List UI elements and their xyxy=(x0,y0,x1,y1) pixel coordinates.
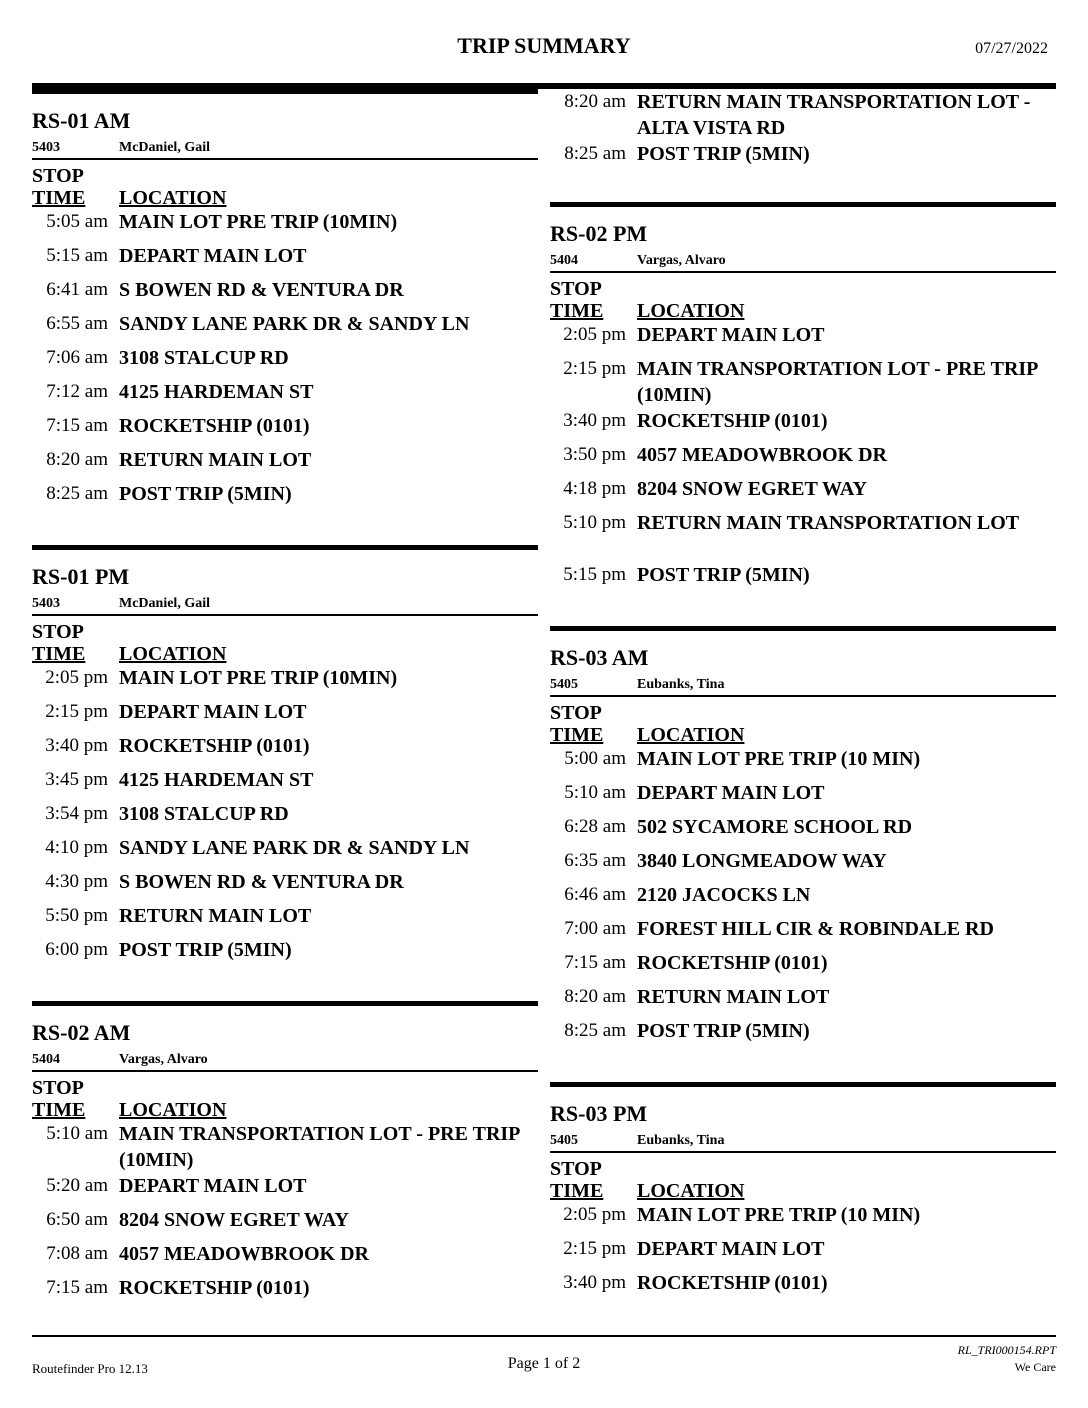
driver-name: Vargas, Alvaro xyxy=(637,253,726,268)
stop-row xyxy=(32,1275,538,1309)
stop-location: POST TRIP (5MIN) xyxy=(119,939,292,961)
stop-header-line1: STOP xyxy=(550,702,602,724)
trip-name: RS-03 PM xyxy=(550,1101,648,1126)
trip-name: RS-02 PM xyxy=(550,221,648,246)
stop-row xyxy=(550,882,1056,916)
bus-number: 5405 xyxy=(550,677,578,692)
stop-time: 5:10 am xyxy=(46,1123,108,1144)
trip-meta xyxy=(32,139,538,160)
stop-row xyxy=(550,1236,1056,1270)
stop-location: POST TRIP (5MIN) xyxy=(637,1020,810,1042)
stop-row xyxy=(550,408,1056,442)
stop-row xyxy=(32,937,538,971)
stop-row xyxy=(32,869,538,903)
stop-time: 2:15 pm xyxy=(563,1238,626,1259)
stop-location: ROCKETSHIP (0101) xyxy=(637,952,828,974)
stop-time: 3:54 pm xyxy=(45,803,108,824)
stop-location: DEPART MAIN LOT xyxy=(119,245,307,267)
stop-location: POST TRIP (5MIN) xyxy=(119,483,292,505)
stop-row xyxy=(550,746,1056,780)
stop-row xyxy=(550,322,1056,356)
stop-time: 5:15 pm xyxy=(563,564,626,585)
stop-time: 8:20 am xyxy=(564,986,626,1007)
software-version: Routefinder Pro 12.13 xyxy=(32,1361,148,1376)
stop-row xyxy=(32,209,538,243)
stop-location: MAIN LOT PRE TRIP (10 MIN) xyxy=(637,1204,921,1226)
trip-name: RS-01 AM xyxy=(32,108,131,133)
trip-meta xyxy=(550,252,1056,273)
trip-divider xyxy=(32,1001,538,1006)
location-header: LOCATION xyxy=(119,643,227,665)
stop-time: 4:10 pm xyxy=(45,837,108,858)
stop-row xyxy=(550,814,1056,848)
stop-row xyxy=(550,510,1056,562)
right-column xyxy=(550,89,1056,1334)
stop-time: 7:15 am xyxy=(46,1277,108,1298)
stop-row xyxy=(550,356,1056,408)
stop-row xyxy=(32,699,538,733)
stop-location: DEPART MAIN LOT xyxy=(637,1238,825,1260)
trip-block xyxy=(550,202,1056,596)
footer-right xyxy=(958,1342,1056,1376)
location-header: LOCATION xyxy=(637,300,745,322)
stop-location: 4125 HARDEMAN ST xyxy=(119,769,314,791)
stop-location: SANDY LANE PARK DR & SANDY LN xyxy=(119,837,470,859)
stop-row xyxy=(550,780,1056,814)
stop-time: 2:05 pm xyxy=(563,1204,626,1225)
stop-row xyxy=(32,311,538,345)
stop-time: 6:00 pm xyxy=(45,939,108,960)
stop-row xyxy=(550,1270,1056,1304)
stop-time: 3:45 pm xyxy=(45,769,108,790)
stop-location: 4125 HARDEMAN ST xyxy=(119,381,314,403)
stop-header-line2: TIME xyxy=(32,643,86,665)
stop-time: 2:05 pm xyxy=(45,667,108,688)
stop-location: ROCKETSHIP (0101) xyxy=(119,735,310,757)
stop-time: 3:50 pm xyxy=(563,444,626,465)
stop-time-header xyxy=(32,621,119,665)
stops-column-header xyxy=(32,621,538,665)
stops-column-header xyxy=(550,702,1056,746)
stop-header-line2: TIME xyxy=(32,187,86,209)
trip-name: RS-01 PM xyxy=(32,564,130,589)
stop-time-header xyxy=(550,1158,637,1202)
stop-location: RETURN MAIN LOT xyxy=(119,905,312,927)
stop-row xyxy=(32,1207,538,1241)
stop-location: ROCKETSHIP (0101) xyxy=(637,410,828,432)
stop-location: 502 SYCAMORE SCHOOL RD xyxy=(637,816,913,838)
report-id: RL_TRI000154.RPT xyxy=(957,1343,1056,1357)
stop-header-line1: STOP xyxy=(32,165,84,187)
stop-time: 8:20 am xyxy=(46,449,108,470)
stop-time: 3:40 pm xyxy=(563,1272,626,1293)
stop-row xyxy=(32,1241,538,1275)
trip-block xyxy=(32,545,538,971)
stop-location: MAIN LOT PRE TRIP (10MIN) xyxy=(119,211,398,233)
stop-row xyxy=(32,243,538,277)
stop-row xyxy=(550,984,1056,1018)
tagline: We Care xyxy=(1014,1360,1056,1374)
stop-row xyxy=(550,141,1056,175)
stop-location: 4057 MEADOWBROOK DR xyxy=(637,444,887,466)
trip-meta xyxy=(550,1132,1056,1153)
location-header: LOCATION xyxy=(637,1180,745,1202)
stop-location: MAIN TRANSPORTATION LOT - PRE TRIP (10MIN) xyxy=(119,1123,520,1171)
stop-time: 8:25 am xyxy=(46,483,108,504)
stop-row xyxy=(550,1018,1056,1052)
footer-divider xyxy=(32,1335,1056,1337)
stop-time: 7:08 am xyxy=(46,1243,108,1264)
trip-block xyxy=(550,1082,1056,1304)
driver-name: McDaniel, Gail xyxy=(119,596,210,611)
stop-time: 6:41 am xyxy=(46,279,108,300)
stop-location: S BOWEN RD & VENTURA DR xyxy=(119,279,404,301)
stop-header-line2: TIME xyxy=(550,724,604,746)
trip-divider xyxy=(32,89,538,94)
stop-list xyxy=(32,1121,538,1309)
stop-time: 3:40 pm xyxy=(45,735,108,756)
stop-row xyxy=(32,413,538,447)
stop-location: DEPART MAIN LOT xyxy=(637,782,825,804)
stop-location: 3108 STALCUP RD xyxy=(119,347,289,369)
stop-location: 8204 SNOW EGRET WAY xyxy=(119,1209,349,1231)
stop-location: RETURN MAIN LOT xyxy=(637,986,830,1008)
stop-list xyxy=(32,665,538,971)
stop-row xyxy=(550,848,1056,882)
trip-divider xyxy=(32,545,538,550)
stop-time: 5:05 am xyxy=(46,211,108,232)
stop-row xyxy=(32,903,538,937)
stop-time: 8:25 am xyxy=(564,143,626,164)
stop-header-line2: TIME xyxy=(550,300,604,322)
stop-location: POST TRIP (5MIN) xyxy=(637,564,810,586)
stop-list xyxy=(32,209,538,515)
stop-row xyxy=(550,562,1056,596)
stop-time: 5:50 pm xyxy=(45,905,108,926)
stop-time-header xyxy=(550,702,637,746)
stop-time-header xyxy=(32,165,119,209)
stops-column-header xyxy=(550,278,1056,322)
stop-row xyxy=(32,447,538,481)
stop-row xyxy=(32,379,538,413)
stop-row xyxy=(550,89,1056,141)
stop-list xyxy=(550,89,1056,175)
stop-location: DEPART MAIN LOT xyxy=(119,701,307,723)
stop-header-line1: STOP xyxy=(32,1077,84,1099)
stop-time: 6:55 am xyxy=(46,313,108,334)
stop-location: POST TRIP (5MIN) xyxy=(637,143,810,165)
stop-row xyxy=(550,950,1056,984)
trip-meta xyxy=(32,595,538,616)
stop-row xyxy=(32,1121,538,1173)
stop-location: 3840 LONGMEADOW WAY xyxy=(637,850,887,872)
trip-divider xyxy=(550,202,1056,207)
stop-location: MAIN TRANSPORTATION LOT - PRE TRIP (10MIN) xyxy=(637,358,1038,406)
stops-column-header xyxy=(32,1077,538,1121)
location-header: LOCATION xyxy=(119,187,227,209)
stop-row xyxy=(32,835,538,869)
stop-location: 4057 MEADOWBROOK DR xyxy=(119,1243,369,1265)
stops-column-header xyxy=(32,165,538,209)
stop-row xyxy=(550,442,1056,476)
stop-row xyxy=(32,481,538,515)
location-header: LOCATION xyxy=(119,1099,227,1121)
stop-row xyxy=(32,277,538,311)
stop-location: ROCKETSHIP (0101) xyxy=(637,1272,828,1294)
stop-time: 6:46 am xyxy=(564,884,626,905)
stop-time: 2:15 pm xyxy=(563,358,626,379)
stop-list xyxy=(550,746,1056,1052)
stop-row xyxy=(32,1173,538,1207)
stop-header-line1: STOP xyxy=(550,278,602,300)
stop-location: 8204 SNOW EGRET WAY xyxy=(637,478,867,500)
stop-location: MAIN LOT PRE TRIP (10MIN) xyxy=(119,667,398,689)
trip-meta xyxy=(550,676,1056,697)
trip-block xyxy=(32,1001,538,1309)
stop-location: ROCKETSHIP (0101) xyxy=(119,1277,310,1299)
stop-location: MAIN LOT PRE TRIP (10 MIN) xyxy=(637,748,921,770)
stop-header-line1: STOP xyxy=(550,1158,602,1180)
stop-row xyxy=(550,916,1056,950)
stop-time: 5:10 pm xyxy=(563,512,626,533)
stop-location: FOREST HILL CIR & ROBINDALE RD xyxy=(637,918,994,940)
stop-time: 7:00 am xyxy=(564,918,626,939)
trip-divider xyxy=(550,1082,1056,1087)
stop-time: 7:12 am xyxy=(46,381,108,402)
trip-name: RS-02 AM xyxy=(32,1020,131,1045)
bus-number: 5403 xyxy=(32,596,60,611)
stop-row xyxy=(32,733,538,767)
stop-row xyxy=(550,476,1056,510)
stop-header-line2: TIME xyxy=(550,1180,604,1202)
stop-location: RETURN MAIN TRANSPORTATION LOT xyxy=(637,512,1020,534)
trip-block xyxy=(32,89,538,515)
stop-time: 8:25 am xyxy=(564,1020,626,1041)
stop-location: RETURN MAIN LOT xyxy=(119,449,312,471)
stop-row xyxy=(550,1202,1056,1236)
trip-meta xyxy=(32,1051,538,1072)
stop-list xyxy=(550,1202,1056,1304)
stop-location: ROCKETSHIP (0101) xyxy=(119,415,310,437)
stop-time: 2:05 pm xyxy=(563,324,626,345)
stop-list xyxy=(550,322,1056,596)
stop-time: 7:06 am xyxy=(46,347,108,368)
stop-row xyxy=(32,665,538,699)
stop-time: 4:18 pm xyxy=(563,478,626,499)
stop-row xyxy=(32,767,538,801)
stop-time: 6:50 am xyxy=(46,1209,108,1230)
stop-location: SANDY LANE PARK DR & SANDY LN xyxy=(119,313,470,335)
driver-name: Vargas, Alvaro xyxy=(119,1052,208,1067)
stop-time: 8:20 am xyxy=(564,91,626,112)
page-number: Page 1 of 2 xyxy=(507,1355,581,1372)
stop-location: DEPART MAIN LOT xyxy=(119,1175,307,1197)
stop-time: 4:30 pm xyxy=(45,871,108,892)
stop-location: DEPART MAIN LOT xyxy=(637,324,825,346)
stop-row xyxy=(32,345,538,379)
stop-location: S BOWEN RD & VENTURA DR xyxy=(119,871,404,893)
bus-number: 5404 xyxy=(32,1052,60,1067)
stop-header-line2: TIME xyxy=(32,1099,86,1121)
print-date: 07/27/2022 xyxy=(975,40,1048,57)
stop-time-header xyxy=(32,1077,119,1121)
trip-block xyxy=(550,626,1056,1052)
stop-time: 6:28 am xyxy=(564,816,626,837)
stop-location: 2120 JACOCKS LN xyxy=(637,884,811,906)
stops-column-header xyxy=(550,1158,1056,1202)
driver-name: Eubanks, Tina xyxy=(637,677,725,692)
stop-header-line1: STOP xyxy=(32,621,84,643)
stop-time: 5:00 am xyxy=(564,748,626,769)
bus-number: 5404 xyxy=(550,253,578,268)
stop-time: 7:15 am xyxy=(46,415,108,436)
stop-time: 6:35 am xyxy=(564,850,626,871)
bus-number: 5403 xyxy=(32,140,60,155)
stop-row xyxy=(32,801,538,835)
stop-location: 3108 STALCUP RD xyxy=(119,803,289,825)
stop-location: RETURN MAIN TRANSPORTATION LOT - ALTA VISTA RD xyxy=(637,91,1031,139)
page-title: TRIP SUMMARY xyxy=(457,33,631,58)
trip-name: RS-03 AM xyxy=(550,645,649,670)
bus-number: 5405 xyxy=(550,1133,578,1148)
stop-time: 5:10 am xyxy=(564,782,626,803)
stop-time-header xyxy=(550,278,637,322)
stop-time: 2:15 pm xyxy=(45,701,108,722)
stop-time: 5:20 am xyxy=(46,1175,108,1196)
location-header: LOCATION xyxy=(637,724,745,746)
left-column xyxy=(32,89,538,1339)
stop-time: 7:15 am xyxy=(564,952,626,973)
continued-stops xyxy=(550,89,1056,175)
stop-time: 5:15 am xyxy=(46,245,108,266)
driver-name: McDaniel, Gail xyxy=(119,140,210,155)
stop-time: 3:40 pm xyxy=(563,410,626,431)
trip-divider xyxy=(550,626,1056,631)
driver-name: Eubanks, Tina xyxy=(637,1133,725,1148)
